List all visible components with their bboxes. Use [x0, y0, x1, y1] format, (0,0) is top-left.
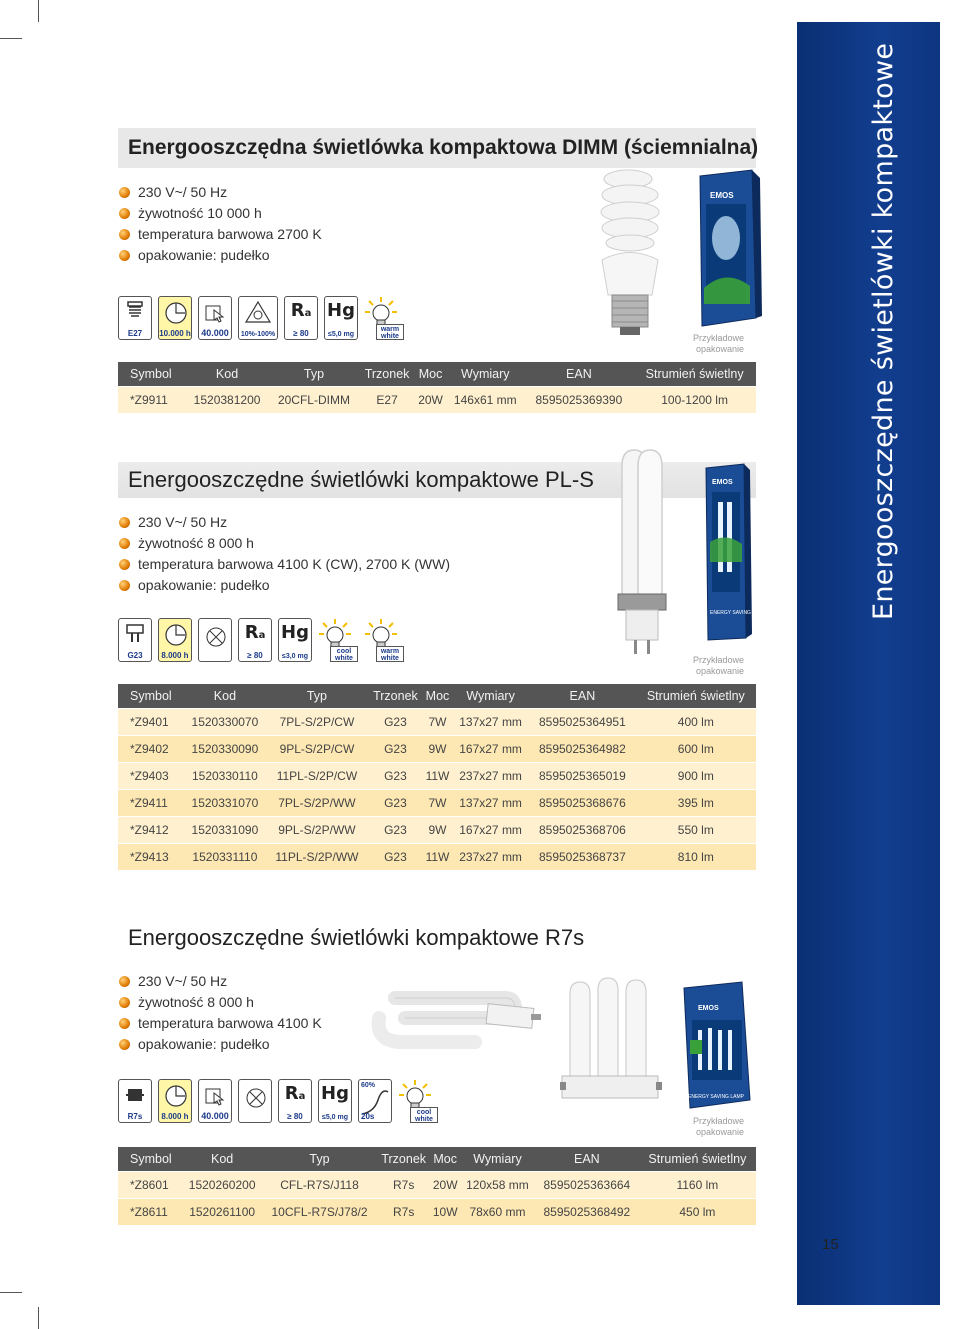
cell: 9W	[423, 735, 452, 762]
col-ean: EAN	[529, 684, 636, 708]
package-image	[700, 462, 766, 642]
warmup-time: 20s	[361, 1112, 375, 1121]
cell: *Z9911	[118, 386, 185, 413]
table-header	[118, 362, 756, 386]
cell: 7W	[423, 708, 452, 735]
cell: 8595025368706	[529, 816, 636, 843]
cool-light-label: cool white	[330, 646, 358, 662]
table-row	[118, 1198, 756, 1225]
hg-symbol: Hg	[321, 1083, 349, 1104]
cell: 1520260200	[182, 1171, 262, 1198]
col-typ: Typ	[266, 684, 368, 708]
cell: 167x27 mm	[452, 816, 529, 843]
switching-icon	[198, 296, 232, 340]
cell: 20W	[415, 386, 446, 413]
cell: 8595025368676	[529, 789, 636, 816]
spec-table	[118, 1147, 756, 1225]
cell: 900 lm	[636, 762, 756, 789]
cell: *Z8601	[118, 1171, 182, 1198]
cell: *Z9413	[118, 843, 184, 870]
cell: G23	[368, 708, 423, 735]
cell: 1520381200	[185, 386, 269, 413]
col-symbol: Symbol	[118, 1147, 182, 1171]
feature-item: żywotność 10 000 h	[118, 203, 756, 224]
cell: 78x60 mm	[460, 1198, 535, 1225]
spec-icons	[118, 296, 404, 340]
cell: 9PL-S/2P/WW	[266, 816, 368, 843]
feature-item: temperatura barwowa 2700 K	[118, 224, 756, 245]
warm-light-label: warm white	[376, 324, 404, 340]
col-typ: Typ	[262, 1147, 377, 1171]
table-row	[118, 843, 756, 870]
col-trzonek: Trzonek	[359, 362, 415, 386]
cell: *Z9411	[118, 789, 184, 816]
feature-item: temperatura barwowa 4100 K (CW), 2700 K (WW)	[118, 554, 756, 575]
cell: 8595025368492	[535, 1198, 639, 1225]
col-trzonek: Trzonek	[368, 684, 423, 708]
table-row	[118, 762, 756, 789]
cell: 120x58 mm	[460, 1171, 535, 1198]
cell: G23	[368, 816, 423, 843]
switching-label: 40.000	[201, 1111, 229, 1121]
cell: 8595025364982	[529, 735, 636, 762]
socket-icon	[118, 618, 152, 662]
cell: 237x27 mm	[452, 843, 529, 870]
no-dimming-icon	[238, 1079, 272, 1123]
cell: 1520330110	[184, 762, 266, 789]
cell: *Z9401	[118, 708, 184, 735]
switching-label: 40.000	[201, 328, 229, 338]
col-moc: Moc	[423, 684, 452, 708]
crop-mark	[38, 0, 39, 22]
hg-label: ≤3,0 mg	[281, 653, 309, 660]
lifetime-label: 8.000 h	[161, 651, 189, 660]
col-trzonek: Trzonek	[377, 1147, 430, 1171]
col-strumien: Strumień świetlny	[636, 684, 756, 708]
cell: 1520330090	[184, 735, 266, 762]
ra-icon	[284, 296, 318, 340]
cell: G23	[368, 735, 423, 762]
dimming-icon	[238, 296, 278, 340]
cell: 1160 lm	[639, 1171, 756, 1198]
ra-icon	[238, 618, 272, 662]
col-typ: Typ	[269, 362, 359, 386]
socket-icon	[118, 1079, 152, 1123]
cell: 137x27 mm	[452, 708, 529, 735]
cell: 810 lm	[636, 843, 756, 870]
crop-mark	[0, 1292, 22, 1293]
cell: CFL-R7S/J118	[262, 1171, 377, 1198]
category-sidebar-label: Energooszczędne świetlówki kompaktowe	[868, 42, 899, 620]
col-ean: EAN	[525, 362, 634, 386]
hg-symbol: Hg	[327, 300, 355, 321]
ra-symbol: Ra	[244, 622, 266, 643]
cell: 7PL-S/2P/CW	[266, 708, 368, 735]
col-moc: Moc	[415, 362, 446, 386]
ra-icon	[278, 1079, 312, 1123]
cell: 395 lm	[636, 789, 756, 816]
warm-light-label: warm white	[376, 646, 404, 662]
col-kod: Kod	[185, 362, 269, 386]
cell: 8595025364951	[529, 708, 636, 735]
socket-label: G23	[127, 651, 143, 660]
no-dimming-icon	[198, 618, 232, 662]
table-header	[118, 684, 756, 708]
warm-light-icon	[364, 618, 404, 662]
switching-icon	[198, 1079, 232, 1123]
col-strumien: Strumień świetlny	[633, 362, 756, 386]
section-title: Energooszczędne świetlówki kompaktowe R7s	[118, 919, 756, 957]
lifetime-label: 8.000 h	[161, 1112, 189, 1121]
cell: 9W	[423, 816, 452, 843]
package-brand: EMOS	[710, 191, 734, 200]
feature-item: 230 V~/ 50 Hz	[118, 512, 756, 533]
package-caption: Przykładowe opakowanie	[692, 333, 744, 354]
col-kod: Kod	[184, 684, 266, 708]
cell: 7W	[423, 789, 452, 816]
feature-item: opakowanie: pudełko	[118, 245, 756, 266]
cell: E27	[359, 386, 415, 413]
socket-icon	[118, 296, 152, 340]
package-text: ENERGY SAVING LAMP	[688, 1094, 744, 1100]
r7s-linear-lamp-image	[365, 988, 545, 1058]
cool-light-label: cool white	[410, 1107, 438, 1123]
lifetime-icon	[158, 618, 192, 662]
cell: 1520261100	[182, 1198, 262, 1225]
spec-icons	[118, 1079, 438, 1123]
cell: 10W	[430, 1198, 460, 1225]
col-wymiary: Wymiary	[452, 684, 529, 708]
cell: 600 lm	[636, 735, 756, 762]
mercury-icon	[318, 1079, 352, 1123]
spiral-bulb-image	[590, 165, 670, 345]
hg-symbol: Hg	[281, 622, 309, 643]
package-image	[690, 168, 762, 328]
cell: 137x27 mm	[452, 789, 529, 816]
pls-lamp-image	[612, 444, 672, 664]
cell: 400 lm	[636, 708, 756, 735]
mercury-icon	[278, 618, 312, 662]
cell: 20W	[430, 1171, 460, 1198]
package-image	[680, 980, 760, 1110]
cell: 450 lm	[639, 1198, 756, 1225]
cell: *Z8611	[118, 1198, 182, 1225]
cell: G23	[368, 789, 423, 816]
spec-table	[118, 362, 756, 413]
cell: 11PL-S/2P/WW	[266, 843, 368, 870]
hg-label: ≤5,0 mg	[327, 331, 355, 338]
cell: G23	[368, 843, 423, 870]
col-strumien: Strumień świetlny	[639, 1147, 756, 1171]
lifetime-icon	[158, 1079, 192, 1123]
section-title: Energooszczędna świetlówka kompaktowa DIMM (ściemnialna)	[118, 128, 756, 168]
ra-symbol: Ra	[284, 1083, 306, 1104]
warmup-percent: 60%	[361, 1082, 376, 1089]
cell: 10CFL-R7S/J78/2	[262, 1198, 377, 1225]
cell: *Z9412	[118, 816, 184, 843]
ra-symbol: Ra	[290, 300, 312, 321]
warm-light-icon	[364, 296, 404, 340]
cell: 20CFL-DIMM	[269, 386, 359, 413]
cell: *Z9403	[118, 762, 184, 789]
cool-light-icon	[318, 618, 358, 662]
package-brand: EMOS	[698, 1005, 719, 1012]
spec-table	[118, 684, 756, 870]
cell: 11W	[423, 762, 452, 789]
col-kod: Kod	[182, 1147, 262, 1171]
hg-label: ≤5,0 mg	[321, 1114, 349, 1121]
table-row	[118, 789, 756, 816]
ra-label: ≥ 80	[293, 329, 309, 338]
package-caption: Przykładowe opakowanie	[692, 1116, 744, 1137]
col-symbol: Symbol	[118, 684, 184, 708]
cell: 1520331070	[184, 789, 266, 816]
cell: 8595025368737	[529, 843, 636, 870]
col-wymiary: Wymiary	[446, 362, 525, 386]
cell: 8595025363664	[535, 1171, 639, 1198]
package-text: ENERGY SAVING LAMP	[710, 610, 766, 616]
crop-mark	[38, 1307, 39, 1329]
cool-light-icon	[398, 1079, 438, 1123]
package-caption: Przykładowe opakowanie	[692, 655, 744, 676]
table-header	[118, 1147, 756, 1171]
spec-icons	[118, 618, 404, 662]
feature-item: opakowanie: pudełko	[118, 1034, 756, 1055]
socket-label: E27	[127, 329, 143, 338]
table-row	[118, 735, 756, 762]
cell: *Z9402	[118, 735, 184, 762]
table-row	[118, 816, 756, 843]
cell: 237x27 mm	[452, 762, 529, 789]
lifetime-icon	[158, 296, 192, 340]
page-number: 15	[822, 1236, 839, 1253]
dimming-label: 10%-100%	[240, 331, 276, 338]
ra-label: ≥ 80	[287, 1112, 303, 1121]
table-row	[118, 386, 756, 413]
cell: 167x27 mm	[452, 735, 529, 762]
cell: 550 lm	[636, 816, 756, 843]
col-symbol: Symbol	[118, 362, 185, 386]
ra-label: ≥ 80	[247, 651, 263, 660]
cell: 7PL-S/2P/WW	[266, 789, 368, 816]
feature-item: opakowanie: pudełko	[118, 575, 756, 596]
socket-label: R7s	[127, 1112, 143, 1121]
cell: 1520330070	[184, 708, 266, 735]
cell: 8595025365019	[529, 762, 636, 789]
col-ean: EAN	[535, 1147, 639, 1171]
feature-item: żywotność 8 000 h	[118, 992, 756, 1013]
feature-item: 230 V~/ 50 Hz	[118, 971, 756, 992]
r7s-multi-lamp-image	[560, 966, 670, 1116]
feature-item: żywotność 8 000 h	[118, 533, 756, 554]
cell: 9PL-S/2P/CW	[266, 735, 368, 762]
cell: 146x61 mm	[446, 386, 525, 413]
cell: 100-1200 lm	[633, 386, 756, 413]
table-row	[118, 708, 756, 735]
section-title: Energooszczędne świetlówki kompaktowe PL-S	[118, 462, 756, 498]
cell: 11PL-S/2P/CW	[266, 762, 368, 789]
mercury-icon	[324, 296, 358, 340]
package-brand: EMOS	[712, 479, 733, 486]
warmup-icon	[358, 1079, 392, 1123]
table-row	[118, 1171, 756, 1198]
cell: 11W	[423, 843, 452, 870]
col-moc: Moc	[430, 1147, 460, 1171]
cell: 1520331110	[184, 843, 266, 870]
col-wymiary: Wymiary	[460, 1147, 535, 1171]
crop-mark	[0, 38, 22, 39]
lifetime-label: 10.000 h	[159, 329, 191, 338]
cell: 8595025369390	[525, 386, 634, 413]
cell: 1520331090	[184, 816, 266, 843]
cell: G23	[368, 762, 423, 789]
feature-item: 230 V~/ 50 Hz	[118, 182, 756, 203]
feature-item: temperatura barwowa 4100 K	[118, 1013, 756, 1034]
cell: R7s	[377, 1198, 430, 1225]
cell: R7s	[377, 1171, 430, 1198]
